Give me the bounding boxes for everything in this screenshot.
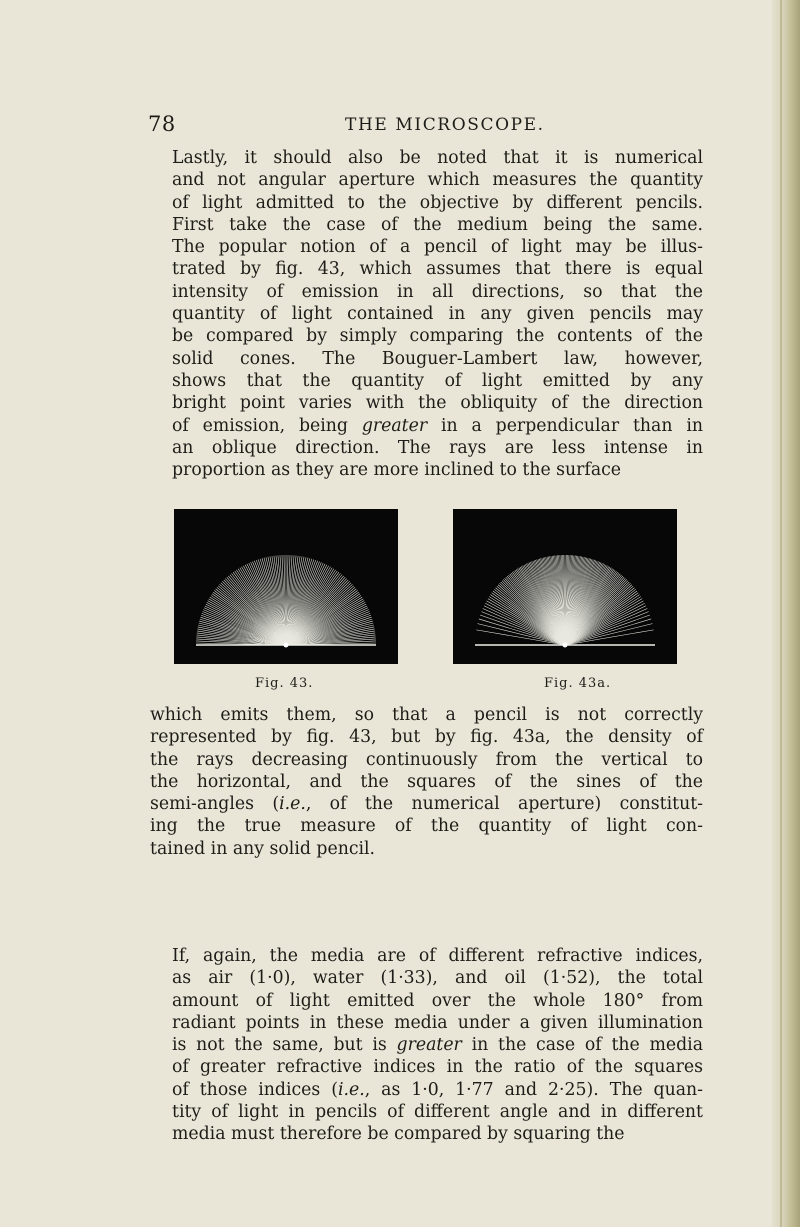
text-line: semi-angles (i.e., of the numerical aperture) constitut- (150, 794, 703, 815)
running-head: THE MICROSCOPE. (345, 115, 545, 135)
text-line: of emission, being greater in a perpendicular than in (172, 415, 703, 436)
page-edge-shadow (772, 0, 800, 1227)
text-line: ing the true measure of the quantity of light con- (150, 816, 703, 837)
text-line: is not the same, but is greater in the case of the media (172, 1035, 704, 1056)
page-header (148, 112, 703, 142)
text-line: and not angular aperture which measures the quantity (172, 170, 703, 191)
figure-43-uniform-rays (174, 509, 398, 664)
text-line: represented by fig. 43, but by fig. 43a, the density of (150, 727, 703, 748)
text-line: which emits them, so that a pencil is not correctly (150, 705, 703, 725)
text-line: be compared by simply comparing the contents of the (172, 326, 703, 347)
text-line: shows that the quantity of light emitted by any (172, 370, 703, 391)
text-line: the horizontal, and the squares of the sines of the (150, 771, 703, 792)
text-line: media must therefore be compared by squaring the (172, 1124, 625, 1145)
text-line: trated by fig. 43, which assumes that there is equal (172, 259, 703, 280)
text-line: solid cones. The Bouguer-Lambert law, however, (172, 348, 703, 369)
text-line: quantity of light contained in any given pencils may (172, 304, 703, 325)
text-line: proportion as they are more inclined to the surface (172, 460, 622, 481)
text-line: an oblique direction. The rays are less intense in (172, 437, 703, 458)
text-line: of those indices (i.e., as 1·0, 1·77 and 2·25). The quan- (172, 1079, 703, 1100)
text-line: If, again, the media are of different refractive indices, (172, 946, 703, 966)
text-line: as air (1·0), water (1·33), and oil (1·52), the total (172, 968, 703, 989)
text-line: The popular notion of a pencil of light may be illus- (172, 237, 703, 258)
figure-43a-caption: Fig. 43a. (544, 676, 612, 691)
text-line: Lastly, it should also be noted that it is numerical (172, 148, 703, 168)
text-line: radiant points in these media under a given illumination (172, 1012, 703, 1033)
text-line: tity of light in pencils of different angle and in different (172, 1102, 703, 1123)
fig43a-ray-drawing (453, 509, 677, 664)
fig43-ray-drawing (174, 509, 398, 664)
text-line: intensity of emission in all directions, so that the (172, 281, 703, 302)
text-line: the rays decreasing continuously from the vertical to (150, 749, 703, 770)
text-line: amount of light emitted over the whole 180° from (172, 990, 703, 1011)
paragraph-3 (150, 945, 703, 1146)
radiant-point (563, 643, 568, 648)
figure-43a-graded-rays (453, 509, 677, 664)
figure-43-caption: Fig. 43. (255, 676, 314, 691)
text-line: tained in any solid pencil. (150, 838, 376, 859)
text-line: bright point varies with the obliquity of the direction (172, 393, 703, 414)
radiant-point (284, 643, 289, 648)
paragraph-1 (150, 147, 703, 481)
text-line: of light admitted to the objective by different pencils. (172, 192, 703, 213)
text-line: First take the case of the medium being the same. (172, 214, 703, 235)
paragraph-2 (150, 704, 703, 860)
page-number: 78 (148, 112, 176, 136)
text-line: of greater refractive indices in the ratio of the squares (172, 1057, 703, 1078)
